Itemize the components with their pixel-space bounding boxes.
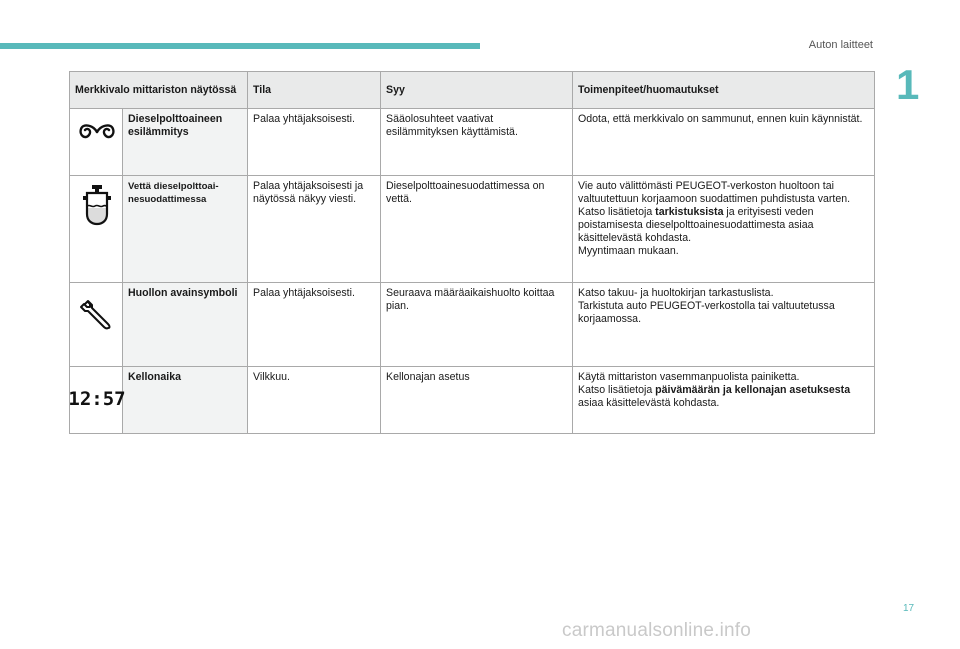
actions-text-part: Katso lisätietoja bbox=[578, 384, 656, 396]
watermark: carmanualsonline.info bbox=[562, 620, 752, 641]
actions-text: Odota, että merkkivalo on sammunut, ennen kuin käynnistät. bbox=[578, 113, 863, 125]
actions-cell bbox=[573, 367, 875, 434]
section-title: Auton laitteet bbox=[808, 39, 873, 51]
actions-text: Vie auto välittömästi PEUGEOT-verkoston huoltoon tai valtuutettuun korjaamoon suodattimen puhdistusta varten. bbox=[578, 180, 851, 205]
actions-text: Myyntimaan mukaan. bbox=[578, 245, 679, 257]
indicator-name: Vettä dieselpolttoai-nesuodattimessa bbox=[123, 176, 248, 283]
table-row bbox=[70, 367, 875, 434]
cross-reference: tarkistuksista bbox=[655, 206, 724, 218]
state-cell: Palaa yhtäjaksoisesti ja näytössä näkyy viesti. bbox=[248, 176, 381, 283]
clock-display-icon bbox=[67, 387, 126, 410]
cause-cell: Dieselpolttoainesuodattimessa on vettä. bbox=[381, 176, 573, 283]
page-number: 17 bbox=[903, 603, 915, 614]
actions-text: Tarkistuta auto PEUGEOT-verkostolla tai valtuutetussa korjaamossa. bbox=[578, 300, 835, 325]
state-cell: Palaa yhtäjaksoisesti. bbox=[248, 109, 381, 176]
table-row bbox=[70, 109, 875, 176]
column-header-cause: Syy bbox=[381, 72, 573, 109]
column-header-actions: Toimenpiteet/huomautukset bbox=[573, 72, 875, 109]
clock-display-text: 12:57 bbox=[67, 388, 126, 410]
actions-cell bbox=[573, 176, 875, 283]
water-in-diesel-icon bbox=[80, 184, 114, 226]
actions-text: Katso takuu- ja huoltokirjan tarkastuslista. bbox=[578, 287, 774, 299]
column-header-state: Tila bbox=[248, 72, 381, 109]
actions-text-part: asiaa käsittelevästä kohdasta. bbox=[578, 397, 720, 409]
glow-plug-icon bbox=[77, 121, 117, 143]
indicator-name: Huollon avainsymboli bbox=[123, 283, 248, 367]
chapter-number: 1 bbox=[896, 61, 920, 108]
cause-cell: Kellonajan asetus bbox=[381, 367, 573, 434]
icon-cell bbox=[70, 109, 123, 176]
actions-text bbox=[578, 384, 869, 410]
warning-lights-table bbox=[69, 71, 875, 434]
column-header-indicator: Merkkivalo mittariston näytössä bbox=[70, 72, 248, 109]
cause-cell: Seuraava määräaikaishuolto koittaa pian. bbox=[381, 283, 573, 367]
table-row bbox=[70, 283, 875, 367]
icon-cell bbox=[67, 367, 126, 434]
cause-cell: Sääolosuhteet vaativat esilämmityksen käyttämistä. bbox=[381, 109, 573, 176]
table-header-row bbox=[70, 72, 875, 109]
indicator-name: Kellonaika bbox=[123, 367, 248, 434]
actions-text: Käytä mittariston vasemmanpuolista painiketta. bbox=[578, 371, 800, 383]
actions-text-part: ja erityisesti veden poistamisesta dieselpolttoainesuodattimesta asiaa käsittelevästä kohdasta. bbox=[578, 206, 814, 244]
actions-cell bbox=[573, 283, 875, 367]
cross-reference: päivämäärän ja kellonajan asetuksesta bbox=[655, 384, 851, 396]
actions-text-part: Katso lisätietoja bbox=[578, 206, 656, 218]
indicator-name: Dieselpolttoaineen esilämmitys bbox=[123, 109, 248, 176]
header-accent-bar bbox=[0, 43, 480, 49]
actions-cell bbox=[573, 109, 875, 176]
icon-cell bbox=[70, 283, 123, 367]
state-cell: Vilkkuu. bbox=[248, 367, 381, 434]
wrench-icon bbox=[80, 297, 114, 331]
icon-cell bbox=[70, 176, 123, 283]
actions-text bbox=[578, 206, 869, 245]
table-row bbox=[70, 176, 875, 283]
state-cell: Palaa yhtäjaksoisesti. bbox=[248, 283, 381, 367]
